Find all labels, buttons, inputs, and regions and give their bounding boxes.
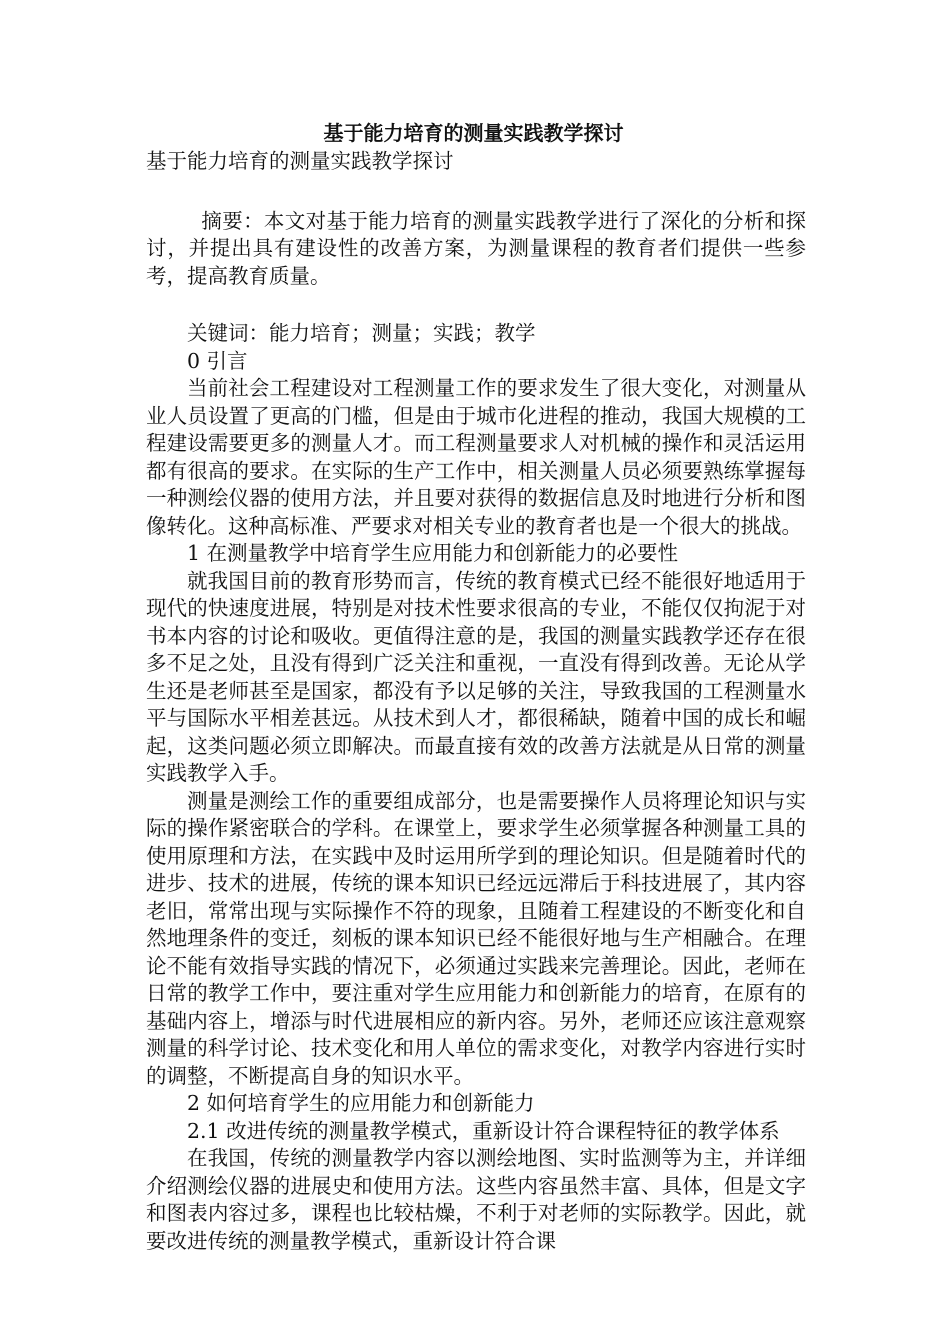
subsection-heading-2-1: 2.1 改进传统的测量教学模式，重新设计符合课程特征的教学体系 (187, 1118, 780, 1143)
body-paragraph: 在我国，传统的测量教学内容以测绘地图、实时监测等为主，并详细介绍测绘仪器的进展史和使用方法。这些内容虽然丰富、具体，但是文字和图表内容过多，课程也比较枯燥，不利于对老师的实际教学。因此，就要改进传统的测量教学模式，重新设计符合课 (146, 1146, 806, 1253)
section-heading-introduction: 0 引言 (187, 348, 248, 373)
document-page (146, 118, 806, 1255)
abstract-paragraph: 摘要：本文对基于能力培育的测量实践教学进行了深化的分析和探讨，并提出具有建设性的改善方案，为测量课程的教育者们提供一些参考，提高教育质量。 (146, 208, 806, 288)
body-paragraph: 当前社会工程建设对工程测量工作的要求发生了很大变化，对测量从业人员设置了更高的门槛，但是由于城市化进程的推动，我国大规模的工程建设需要更多的测量人才。而工程测量要求人对机械的操作和灵活运用都有很高的要求。在实际的生产工作中，相关测量人员必须要熟练掌握每一种测绘仪器的使用方法，并且要对获得的数据信息及时地进行分析和图像转化。这种高标准、严要求对相关专业的教育者也是一个很大的挑战。 (146, 376, 806, 538)
document-subtitle: 基于能力培育的测量实践教学探讨 (146, 149, 454, 173)
section-heading-necessity: 1 在测量教学中培育学生应用能力和创新能力的必要性 (187, 541, 679, 565)
document-title: 基于能力培育的测量实践教学探讨 (323, 121, 624, 145)
body-paragraph: 就我国目前的教育形势而言，传统的教育模式已经不能很好地适用于现代的快速度进展，特别是对技术性要求很高的专业，不能仅仅拘泥于对书本内容的讨论和吸收。更值得注意的是，我国的测量实践教学还存在很多不足之处，且没有得到广泛关注和重视，一直没有得到改善。无论从学生还是老师甚至是国家，都没有予以足够的关注，导致我国的工程测量水平与国际水平相差甚远。从技术到人才，都很稀缺，随着中国的成长和崛起，这类问题必须立即解决。而最直接有效的改善方法就是从日常的测量实践教学入手。 (146, 568, 806, 785)
body-paragraph: 测量是测绘工作的重要组成部分，也是需要操作人员将理论知识与实际的操作紧密联合的学科。在课堂上，要求学生必须掌握各种测量工具的使用原理和方法，在实践中及时运用所学到的理论知识。但是随着时代的进步、技术的进展，传统的课本知识已经远远滞后于科技进展了，其内容老旧，常常出现与实际操作不符的现象，且随着工程建设的不断变化和自然地理条件的变迁，刻板的课本知识已经不能很好地与生产相融合。在理论不能有效指导实践的情况下，必须通过实践来完善理论。因此，老师在日常的教学工作中，要注重对学生应用能力和创新能力的培育，在原有的基础内容上，增添与时代进展相应的新内容。另外，老师还应该注意观察测量的科学讨论、技术变化和用人单位的需求变化，对教学内容进行实时的调整，不断提高自身的知识水平。 (146, 788, 806, 1088)
keywords-line: 关键词：能力培育；测量；实践；教学 (187, 321, 536, 345)
section-heading-methods: 2 如何培育学生的应用能力和创新能力 (187, 1091, 535, 1115)
